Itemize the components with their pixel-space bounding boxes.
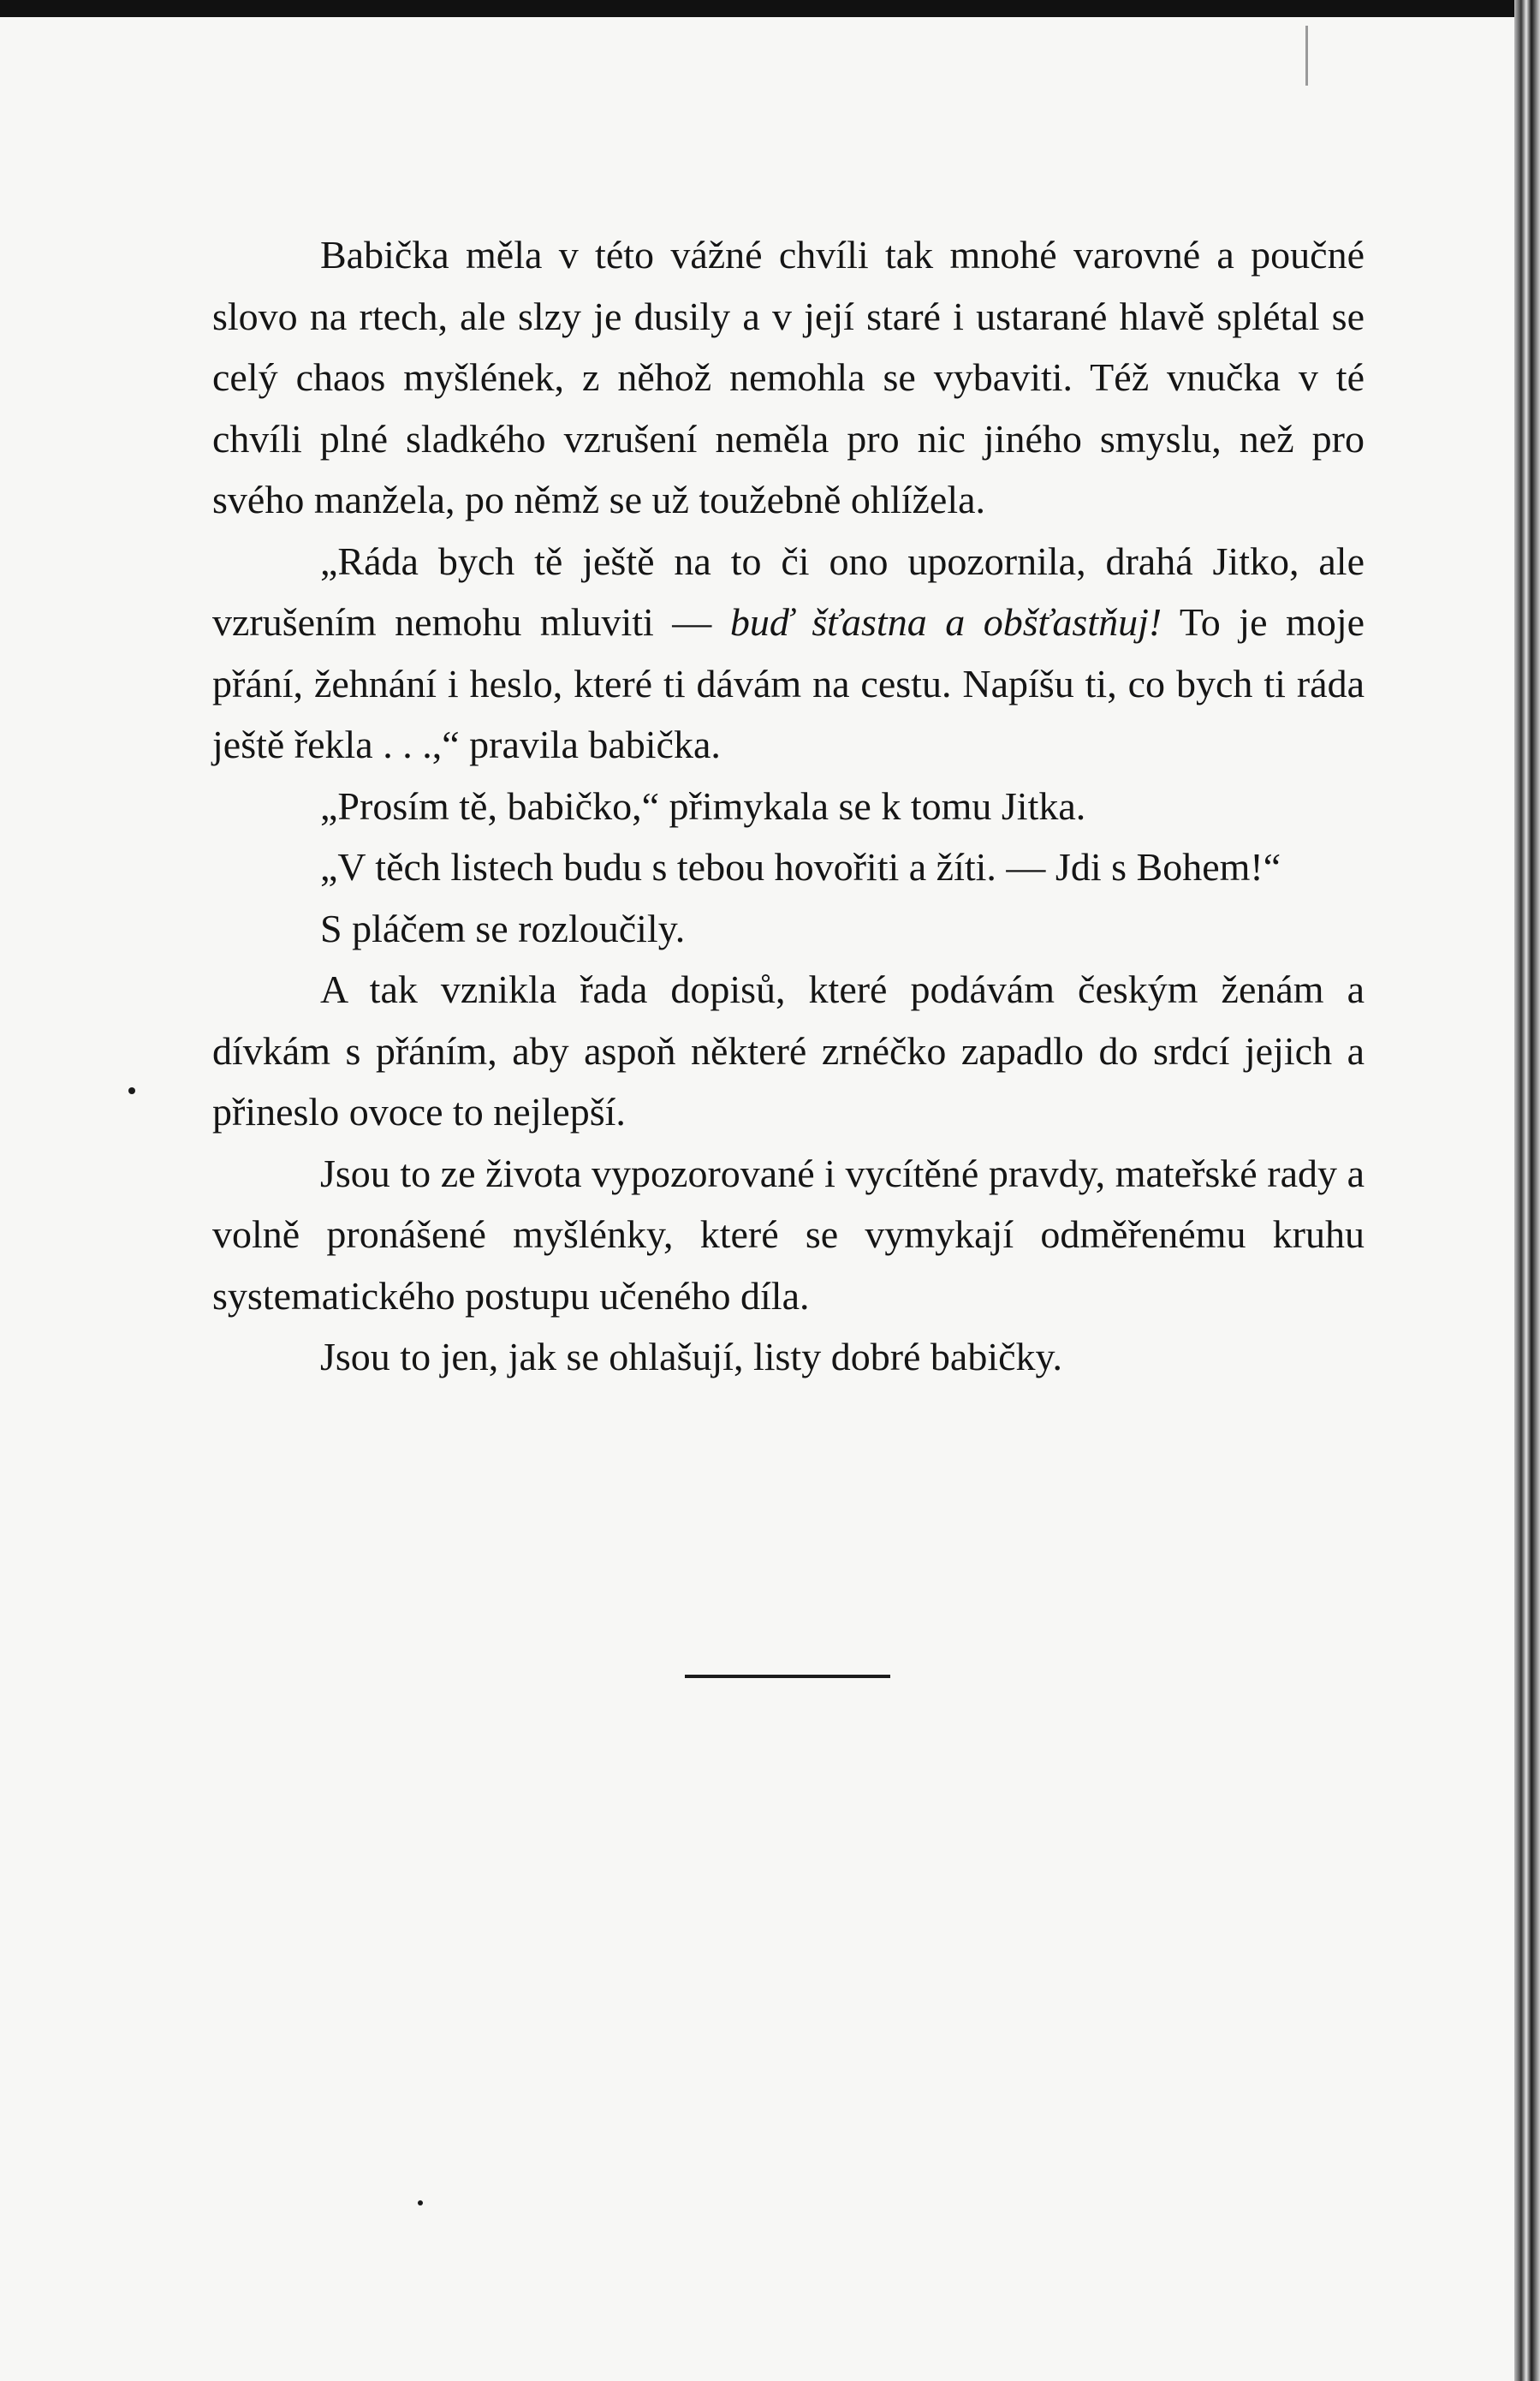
scan-top-edge xyxy=(0,0,1540,17)
ink-speck xyxy=(418,2200,423,2205)
paragraph: Babička měla v této vážné chvíli tak mnohé varovné a poučné slovo na rtech, ale slzy je dusily a v její staré i ustarané hlavě splétal se celý chaos myšlének, z něhož nemohla se vybaviti. Též vnučka v té chvíli plné sladkého vzrušení neměla pro nic jiného smyslu, než pro svého manžela, po němž se už toužebně ohlížela. xyxy=(212,233,1365,521)
paragraph: „V těch listech budu s tebou hovořiti a žíti. — Jdi s Bohem!“ xyxy=(320,845,1281,889)
ink-speck xyxy=(128,1087,135,1094)
body-text xyxy=(212,224,1365,1388)
paragraph: Jsou to ze života vypozorované i vycítěné pravdy, mateřské rady a volně pronášené myšlénky, které se vymykají odměřenému kruhu systematického postupu učeného díla. xyxy=(212,1151,1365,1318)
section-end-rule xyxy=(685,1675,890,1678)
paragraph-text: „Ráda bych tě ještě na to či ono upozornila, drahá Jitko, ale vzrušením nemohu mluviti — xyxy=(212,539,1365,644)
paragraph: A tak vznikla řada dopisů, které podávám českým ženám a dívkám s přáním, aby aspoň některé zrnéčko zapadlo do srdcí jejich a přineslo ovoce to nejlepší. xyxy=(212,967,1365,1134)
paragraph: „Prosím tě, babičko,“ přimykala se k tomu Jitka. xyxy=(320,783,1086,828)
paragraph-text: To je moje přání, žehnání i heslo, které ti dávám na cestu. Napíšu ti, co bych ti ráda ještě řekla . . .,“ pravila babička. xyxy=(212,600,1365,766)
scan-edge-mark xyxy=(1305,26,1308,86)
paragraph: S pláčem se rozloučily. xyxy=(320,906,686,950)
paragraph xyxy=(212,531,1365,776)
italic-phrase: buď šťastna a obšťastňuj! xyxy=(729,600,1162,644)
paragraph: Jsou to jen, jak se ohlašují, listy dobré babičky. xyxy=(320,1335,1063,1378)
scan-right-edge xyxy=(1514,0,1540,2381)
